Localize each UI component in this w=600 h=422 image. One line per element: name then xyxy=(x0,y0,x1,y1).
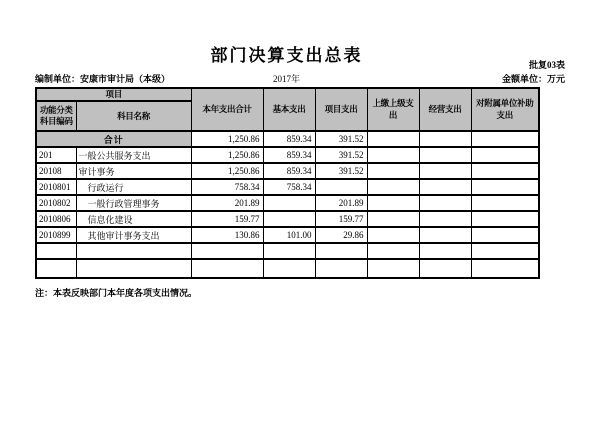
amount-cell: 201.89 xyxy=(315,195,367,211)
amount-cell: 101.00 xyxy=(263,227,315,243)
amount-cell xyxy=(367,211,419,227)
amount-cell xyxy=(263,211,315,227)
table-row xyxy=(36,227,539,243)
total-basic: 859.34 xyxy=(263,131,315,147)
subject-name-cell: 审计事务 xyxy=(76,163,191,179)
header-col-year-total: 本年支出合计 xyxy=(191,88,263,131)
amount-cell xyxy=(315,179,367,195)
table-row xyxy=(36,259,539,278)
amount-cell xyxy=(471,243,539,259)
expenditure-summary-table xyxy=(35,87,540,279)
amount-cell xyxy=(191,243,263,259)
amount-cell: 159.77 xyxy=(191,211,263,227)
table-row xyxy=(36,195,539,211)
header-project-group: 项目 xyxy=(36,88,191,101)
page-title: 部门决算支出总表 xyxy=(210,46,363,65)
amount-cell xyxy=(367,243,419,259)
amount-cell xyxy=(367,227,419,243)
amount-cell xyxy=(419,211,471,227)
amount-cell: 859.34 xyxy=(263,147,315,163)
subject-name-cell: 行政运行 xyxy=(76,179,191,195)
amount-cell xyxy=(419,163,471,179)
amount-cell: 29.86 xyxy=(315,227,367,243)
amount-cell: 201.89 xyxy=(191,195,263,211)
header-col-project: 项目支出 xyxy=(315,88,367,131)
table-row xyxy=(36,243,539,259)
header-col-operating: 经营支出 xyxy=(419,88,471,131)
amount-cell xyxy=(419,227,471,243)
amount-cell xyxy=(191,259,263,278)
total-subsidy xyxy=(471,131,539,147)
subject-code-cell: 2010899 xyxy=(36,227,76,243)
total-operating xyxy=(419,131,471,147)
amount-cell: 758.34 xyxy=(263,179,315,195)
amount-cell xyxy=(263,259,315,278)
subject-name-cell: 一般行政管理事务 xyxy=(76,195,191,211)
subject-code-cell: 2010802 xyxy=(36,195,76,211)
table-code-label: 批复03表 xyxy=(528,60,565,70)
subject-code-cell: 2010806 xyxy=(36,211,76,227)
footnote: 注：本表反映部门本年度各项支出情况。 xyxy=(35,288,198,298)
total-year-total: 1,250.86 xyxy=(191,131,263,147)
amount-cell xyxy=(367,259,419,278)
amount-cell xyxy=(471,179,539,195)
amount-cell xyxy=(367,163,419,179)
total-row-label: 合计 xyxy=(36,131,191,147)
header-code: 功能分类科目编码 xyxy=(36,101,76,131)
amount-cell xyxy=(419,259,471,278)
amount-cell xyxy=(315,243,367,259)
total-project: 391.52 xyxy=(315,131,367,147)
amount-cell: 859.34 xyxy=(263,163,315,179)
total-row xyxy=(36,131,539,147)
amount-cell xyxy=(419,243,471,259)
table-row xyxy=(36,163,539,179)
header-col-upper-level: 上缴上级支出 xyxy=(367,88,419,131)
amount-cell xyxy=(471,259,539,278)
amount-cell xyxy=(367,195,419,211)
amount-cell xyxy=(263,195,315,211)
header-col-basic: 基本支出 xyxy=(263,88,315,131)
amount-cell: 159.77 xyxy=(315,211,367,227)
amount-cell xyxy=(419,195,471,211)
subject-name-cell xyxy=(76,243,191,259)
table-row xyxy=(36,179,539,195)
amount-cell: 130.86 xyxy=(191,227,263,243)
year-label: 2017年 xyxy=(272,74,300,84)
header-subject-name: 科目名称 xyxy=(76,101,191,131)
amount-cell xyxy=(471,227,539,243)
subject-code-cell: 201 xyxy=(36,147,76,163)
amount-cell xyxy=(263,243,315,259)
amount-cell xyxy=(419,179,471,195)
amount-cell: 1,250.86 xyxy=(191,147,263,163)
amount-cell xyxy=(367,147,419,163)
amount-cell xyxy=(471,195,539,211)
amount-cell xyxy=(419,147,471,163)
subject-name-cell: 一般公共服务支出 xyxy=(76,147,191,163)
amount-cell xyxy=(315,259,367,278)
amount-cell xyxy=(471,163,539,179)
amount-cell: 391.52 xyxy=(315,163,367,179)
amount-cell xyxy=(471,211,539,227)
subject-name-cell xyxy=(76,259,191,278)
amount-unit-label: 金额单位：万元 xyxy=(501,74,565,84)
subject-name-cell: 其他审计事务支出 xyxy=(76,227,191,243)
amount-cell: 391.52 xyxy=(315,147,367,163)
subject-code-cell: 2010801 xyxy=(36,179,76,195)
amount-cell xyxy=(471,147,539,163)
prepared-by-label: 编制单位：安康市审计局（本级） xyxy=(35,74,171,84)
subject-code-cell xyxy=(36,243,76,259)
subject-name-cell: 信息化建设 xyxy=(76,211,191,227)
amount-cell: 1,250.86 xyxy=(191,163,263,179)
subject-code-cell xyxy=(36,259,76,278)
header-row-1 xyxy=(36,88,539,101)
subject-code-cell: 20108 xyxy=(36,163,76,179)
table-row xyxy=(36,211,539,227)
total-upper-level xyxy=(367,131,419,147)
table-row xyxy=(36,147,539,163)
header-col-subsidy: 对附属单位补助支出 xyxy=(471,88,539,131)
amount-cell xyxy=(367,179,419,195)
amount-cell: 758.34 xyxy=(191,179,263,195)
